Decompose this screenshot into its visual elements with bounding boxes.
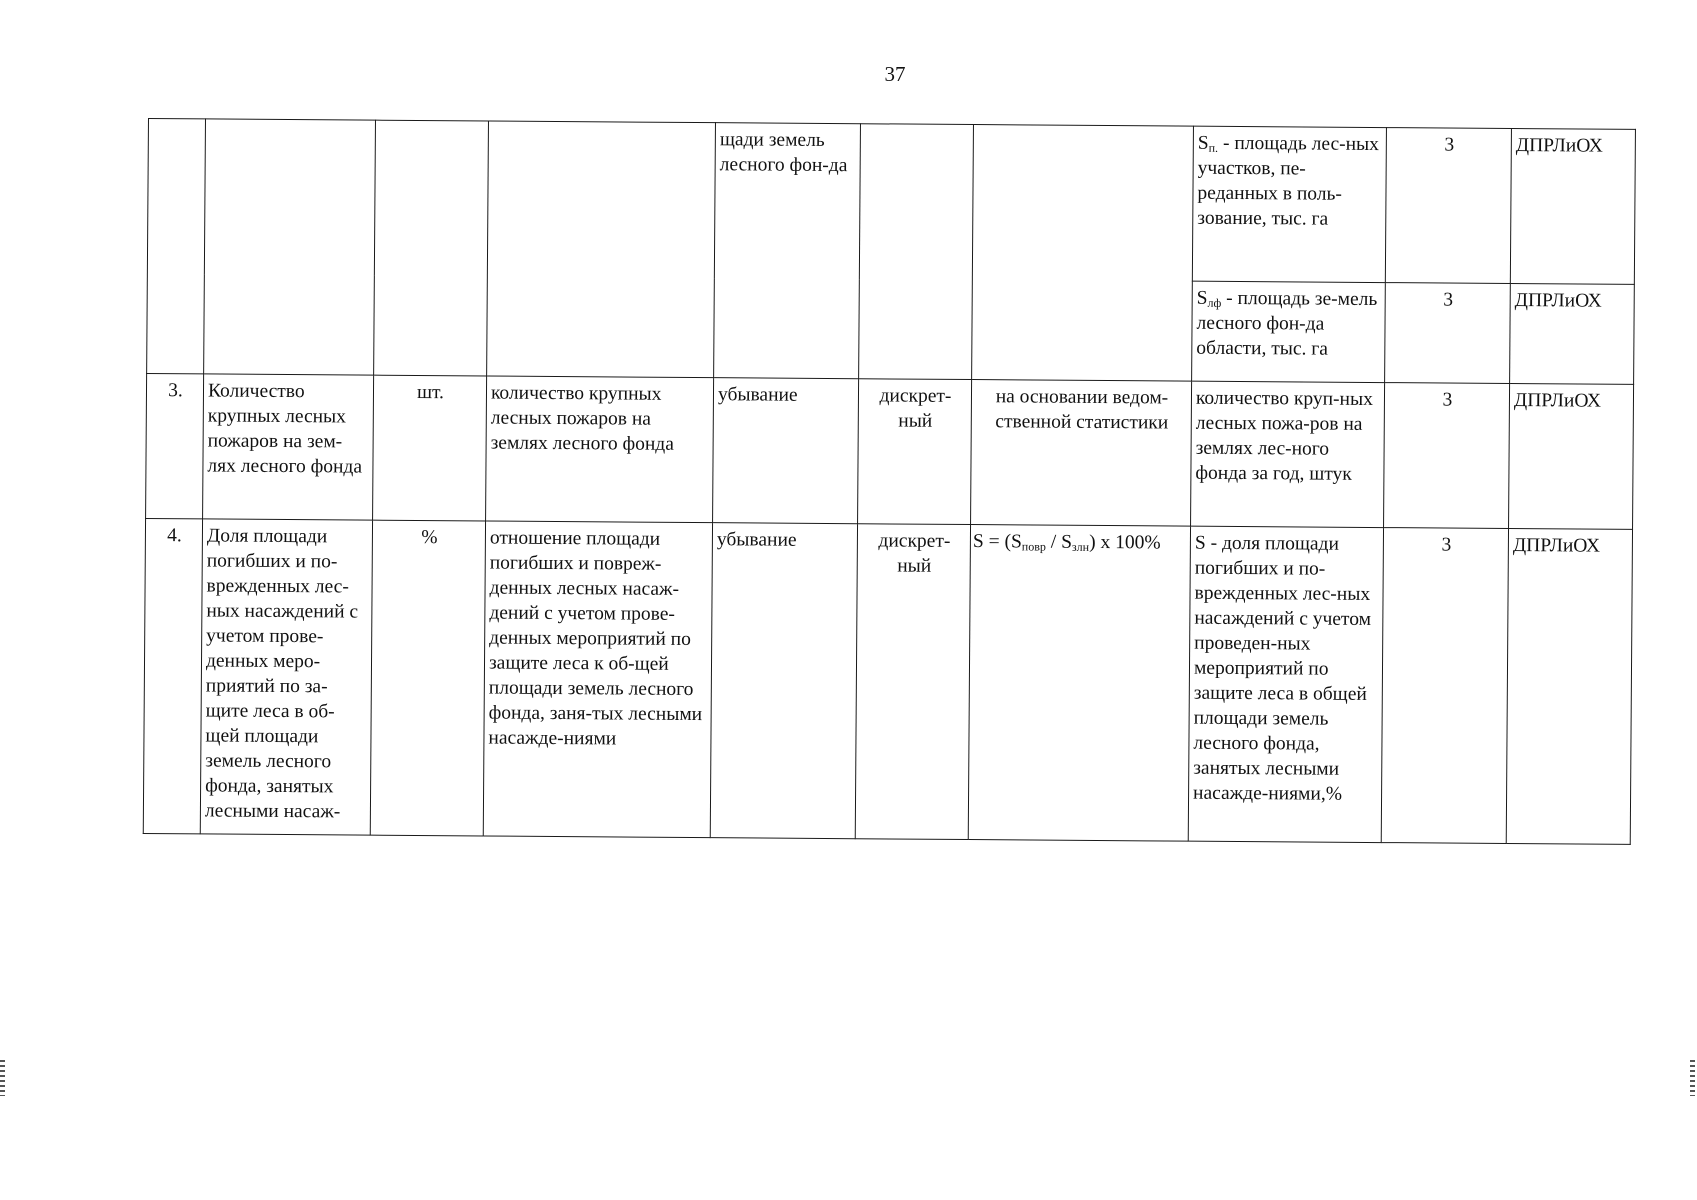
cell-definition: количество крупных лесных пожаров на землях лесного фонда bbox=[486, 376, 714, 523]
formula-lhs: S = (S bbox=[972, 531, 1022, 553]
cell-type: дискрет-ный bbox=[858, 379, 972, 525]
cell-responsible: ДПРЛиОХ bbox=[1510, 128, 1635, 284]
table-row bbox=[143, 518, 1632, 844]
cell-period: 3 bbox=[1385, 283, 1511, 384]
cell-num: 4. bbox=[143, 518, 202, 833]
cell-name bbox=[204, 119, 376, 375]
cell-basic-indicator: количество круп-ных лесных пожа-ров на землях лес-ного фонда за год, штук bbox=[1191, 381, 1385, 527]
variable-symbol: S bbox=[1196, 287, 1208, 309]
cell-definition bbox=[487, 121, 716, 378]
cell-formula-tail: щади земель лесного фон-да bbox=[714, 123, 861, 379]
scan-edge-mark bbox=[0, 1060, 5, 1096]
cell-type bbox=[859, 124, 974, 380]
cell-definition: отношение площади погибших и повреж-денных лесных насаж-дений с учетом прове-денных мероприятий по защите леса к об-щей площади земель лесного фонда, заня-тых лесными насажде-ниями bbox=[483, 521, 712, 838]
cell-dynamics: убывание bbox=[713, 378, 859, 524]
variable-subscript: п. bbox=[1208, 140, 1219, 155]
cell-num: 3. bbox=[146, 373, 204, 518]
variable-subscript: лф bbox=[1207, 295, 1222, 310]
cell-dynamics: убывание bbox=[710, 523, 857, 839]
cell-type: дискрет-ный bbox=[855, 524, 970, 840]
cell-basic-indicator bbox=[1192, 126, 1386, 282]
formula-subscript: повр bbox=[1021, 539, 1046, 554]
formula-rhs: ) x 100% bbox=[1089, 531, 1161, 554]
cell-responsible: ДПРЛиОХ bbox=[1506, 528, 1632, 844]
table-row bbox=[146, 373, 1634, 529]
cell-method-formula bbox=[968, 525, 1190, 842]
cell-name: Доля площади погибших и по-врежденных лес-ных насаждений с учетом прове-денных меро-приятий по за-щите леса в об-щей площади земель лесного фонда, занятых лесными насаж- bbox=[200, 519, 372, 835]
cell-unit: % bbox=[370, 520, 485, 836]
indicators-table bbox=[143, 118, 1636, 845]
cell-num bbox=[147, 119, 206, 374]
cell-period: 3 bbox=[1385, 128, 1511, 284]
scan-edge-mark bbox=[1690, 1060, 1695, 1096]
cell-basic-indicator bbox=[1192, 281, 1386, 382]
cell-period: 3 bbox=[1381, 528, 1508, 844]
variable-description: - площадь зе-мель лесного фон-да области, тыс. га bbox=[1196, 287, 1378, 360]
cell-method: на основании ведом-ственной статистики bbox=[971, 380, 1192, 527]
formula-mid: / S bbox=[1045, 531, 1073, 553]
cell-name: Количество крупных лесных пожаров на зем-лях лесного фонда bbox=[203, 374, 374, 520]
cell-responsible: ДПРЛиОХ bbox=[1510, 283, 1635, 384]
cell-period: 3 bbox=[1384, 383, 1510, 529]
table-row bbox=[147, 119, 1635, 285]
cell-basic-indicator: S - доля площади погибших и по-врежденных лес-ных насаждений с учетом проведен-ных мероприятий по защите леса в общей площади земель лесного фонда, занятых лесными насажде-ниями,% bbox=[1188, 526, 1383, 842]
formula-subscript: злн bbox=[1071, 539, 1090, 554]
variable-description: - площадь лес-ных участков, пе-реданных в поль-зование, тыс. га bbox=[1197, 132, 1380, 230]
cell-unit bbox=[374, 120, 489, 376]
cell-responsible: ДПРЛиОХ bbox=[1509, 383, 1634, 529]
page-number: 37 bbox=[884, 62, 906, 86]
cell-method bbox=[972, 125, 1194, 382]
variable-symbol: S bbox=[1197, 132, 1209, 154]
cell-unit: шт. bbox=[373, 375, 487, 521]
